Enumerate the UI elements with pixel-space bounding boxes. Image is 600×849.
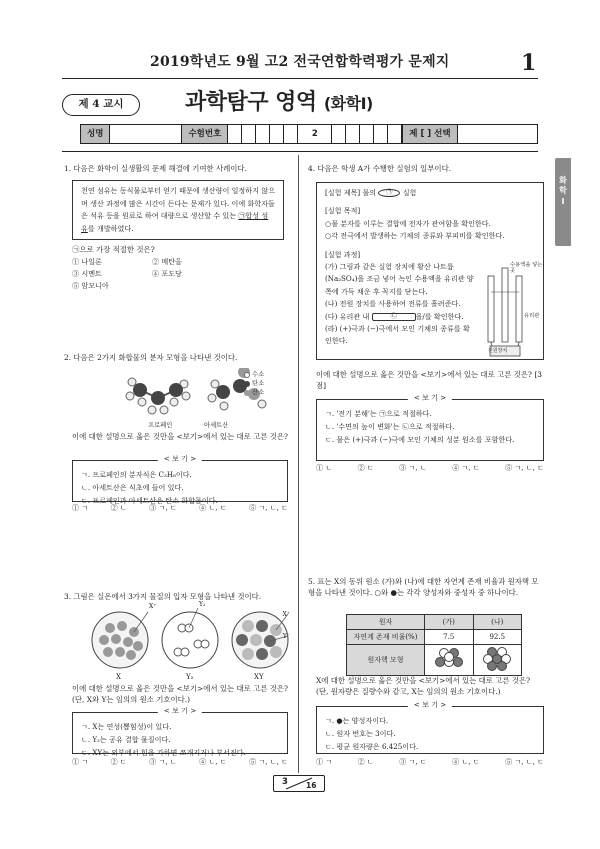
- q4-process-step: (라) (+)극과 (−)극에서 모인 기체의 종류를 확인한다.: [325, 324, 470, 346]
- q1-option[interactable]: ① 나일론: [72, 256, 102, 266]
- q2-choices: [72, 503, 288, 514]
- exam-no-cell[interactable]: [388, 125, 402, 143]
- choice[interactable]: ④ ㄴ, ㄷ: [452, 757, 480, 766]
- q5-table: [346, 614, 522, 676]
- bogi-label: < 보 기 >: [408, 701, 452, 710]
- nucleus-model-b: [473, 645, 522, 676]
- bogi-item: ㄱ. 프로페인의 분자식은 C₃H₈이다.: [81, 470, 192, 479]
- q4-process-label: [실험 과정]: [325, 249, 361, 259]
- q4-process-step: (나) 전원 장치를 사용하여 전류를 흘려준다.: [325, 299, 461, 309]
- q2-stem: 2. 다음은 2가지 화합물의 분자 모형을 나타낸 것이다.: [64, 353, 238, 362]
- table-row-label: 자연계 존재 비율(%): [347, 630, 425, 645]
- q4-purpose-item: ○물 분자를 이루는 결합에 전자가 관여함을 확인한다.: [325, 218, 491, 228]
- tab-char: 학: [559, 186, 567, 196]
- table-header: (가): [425, 615, 474, 630]
- page-current: 3: [282, 777, 288, 787]
- q1-option[interactable]: ③ 시멘트: [72, 268, 102, 278]
- exam-no-cell[interactable]: [228, 125, 242, 143]
- column-separator: [298, 155, 299, 773]
- exam-no-cell[interactable]: [346, 125, 360, 143]
- choice[interactable]: ④ ㄴ, ㄷ: [199, 503, 227, 512]
- q3-marker-yminus: Y⁻: [282, 633, 290, 640]
- exam-no-digit: 2: [298, 125, 332, 143]
- q5-stem: 5. 표는 X의 동위 원소 (가)와 (나)에 대한 자연계 존재 비율과 원자핵 모형을 나타낸 것이다. ○와 ●는 각각 양성자와 중성자 중 하나이다.: [308, 577, 539, 598]
- choice[interactable]: ① ㄱ: [72, 757, 89, 766]
- select-label: 제 [ ] 선택: [402, 125, 457, 143]
- q4-blank-1: ㉠: [378, 189, 400, 197]
- bogi-item: ㄴ. Y₂는 공유 결합 물질이다.: [81, 734, 171, 744]
- legend-label: 탄소: [252, 380, 265, 388]
- name-label: 성명: [81, 125, 110, 143]
- q1-stem: 1. 다음은 화학이 실생활의 문제 해결에 기여한 사례이다.: [64, 164, 247, 173]
- subject-sub: (화학Ⅰ): [323, 94, 373, 113]
- exam-no-cell[interactable]: [360, 125, 374, 143]
- q5-bogi-box: [316, 700, 544, 754]
- question-1: [64, 163, 288, 292]
- bogi-label: < 보 기 >: [158, 707, 202, 716]
- ionic-model: [232, 612, 288, 668]
- q4-title-label: [실험 제목] 물의: [325, 188, 377, 197]
- metal-model: [92, 612, 148, 668]
- q4-stem: 4. 다음은 학생 A가 수행한 실험의 일부이다.: [308, 164, 452, 173]
- q3-particle-models: [90, 604, 290, 670]
- bogi-label: < 보 기 >: [158, 455, 202, 464]
- q5-choices: [316, 757, 544, 768]
- choice[interactable]: ④ ㄴ, ㄷ: [199, 757, 227, 766]
- q4-title-line: [325, 187, 535, 199]
- choice[interactable]: ⑤ ㄱ, ㄴ, ㄷ: [505, 463, 544, 472]
- q3-label-x: X: [116, 673, 121, 681]
- choice[interactable]: ① ㄱ: [316, 757, 333, 766]
- q1-underlined: ㉠합성 섬유: [81, 211, 269, 233]
- tab-char: 화: [559, 176, 567, 185]
- q4-choices: [316, 463, 544, 474]
- q4-apparatus-label-power: 전원장치: [488, 348, 508, 354]
- subject-name: 과학탐구 영역: [185, 90, 317, 115]
- bogi-item: ㄷ. 평균 원자량은 6.425이다.: [325, 741, 419, 751]
- q3-choices: [72, 757, 288, 768]
- q4-process-step: (다) 유리관 내: [325, 311, 370, 321]
- exam-no-cell[interactable]: [256, 125, 270, 143]
- bogi-item: ㄷ. XY는 외부에서 힘을 가하면 쪼개지거나 부서진다.: [81, 747, 246, 757]
- exam-no-cell[interactable]: [284, 125, 298, 143]
- page-indicator: [273, 775, 325, 792]
- legend-label: 산소: [252, 389, 265, 397]
- q2-bogi-box: [72, 454, 288, 505]
- exam-title: 2019학년도 9월 고2 전국연합학력평가 문제지: [150, 54, 450, 70]
- info-rule: [62, 151, 538, 152]
- choice[interactable]: ⑤ ㄱ, ㄴ, ㄷ: [249, 757, 288, 766]
- q4-blank-2: ㉡: [372, 313, 416, 321]
- bogi-item: ㄴ. 아세트산은 식초에 들어 있다.: [81, 482, 184, 492]
- q1-option[interactable]: ⑤ 암모니아: [72, 280, 109, 290]
- choice[interactable]: ③ ㄱ, ㄷ: [149, 503, 177, 512]
- q3-marker-y2: Y₂: [199, 601, 206, 608]
- q1-option[interactable]: ④ 포도당: [152, 268, 182, 278]
- q4-apparatus: [478, 262, 540, 358]
- bogi-item: ㄴ. 원자 번호는 3이다.: [325, 728, 396, 738]
- choice[interactable]: ① ㄴ: [316, 463, 333, 472]
- legend-item: [244, 388, 264, 397]
- q4-purpose-item: ○각 전극에서 발생하는 기체의 종류와 부피비를 확인한다.: [325, 231, 505, 241]
- table-cell: 92.5: [473, 630, 522, 645]
- q1-passage: 천연 섬유는 동식물로부터 얻기 때문에 생산량이 일정하지 않으며 생산 과정에 많은 시간이 든다는 문제가 있다. 이에 화학자들은 석유 등을 원료로 하여 대량으로 생산할 수 있는: [81, 186, 275, 221]
- bogi-item: ㄱ. ●는 양성자이다.: [325, 716, 389, 725]
- subject-side-tab: [555, 158, 571, 246]
- choice[interactable]: ③ ㄱ, ㄷ: [399, 757, 427, 766]
- question-2: [64, 352, 288, 363]
- table-cell: 7.5: [425, 630, 474, 645]
- choice[interactable]: ③ ㄱ, ㄴ: [149, 757, 177, 766]
- table-header: (나): [473, 615, 522, 630]
- bogi-item: ㄷ. 프로페인과 아세트산은 탄소 화합물이다.: [81, 495, 218, 505]
- bogi-item: ㄱ. X는 연성(뽑힘성)이 있다.: [81, 722, 172, 731]
- q1-option[interactable]: ② 메탄올: [152, 256, 182, 266]
- q2-label-propane: 프로페인: [148, 422, 173, 429]
- legend-label: 수소: [252, 371, 265, 378]
- bogi-item: ㄱ. '전기 분해'는 ㉠으로 적절하다.: [325, 409, 432, 418]
- q4-apparatus-label-tube: 유리관: [524, 313, 540, 319]
- legend-item: [244, 379, 264, 388]
- diatomic-model: [162, 608, 218, 668]
- propane-model: [126, 378, 190, 414]
- choice[interactable]: ② ㄷ: [357, 463, 374, 472]
- select-field[interactable]: [458, 125, 537, 143]
- table-header: 원자: [347, 615, 425, 630]
- q4-title-after: 실험: [402, 188, 417, 197]
- subject-title: [185, 86, 373, 120]
- choice[interactable]: ③ ㄱ, ㄴ: [399, 463, 427, 472]
- choice[interactable]: ② ㄷ: [110, 757, 127, 766]
- bogi-item: ㄷ. 물은 (+)극과 (−)극에 모인 기체의 성분 원소를 포함한다.: [325, 434, 515, 444]
- choice[interactable]: ⑤ ㄱ, ㄴ, ㄷ: [505, 757, 544, 766]
- q3-label-y2: Y₂: [186, 673, 194, 681]
- q1-passage-box: [72, 180, 284, 240]
- q4-purpose-label: [실험 목적]: [325, 206, 361, 216]
- nucleus-model-a: [425, 645, 474, 676]
- exam-no-cell[interactable]: [270, 125, 284, 143]
- q1-passage-end: 를 개발하였다.: [87, 223, 134, 233]
- q5-question: X에 대한 설명으로 옳은 것만을 <보기>에서 있는 대로 고른 것은? (단, 원자량은 질량수와 같고, X는 임의의 원소 기호이다.): [316, 676, 531, 697]
- page-number: 1: [521, 50, 537, 76]
- choice[interactable]: ② ㄴ: [357, 757, 374, 766]
- q3-stem: 3. 그림은 실온에서 3가지 물질의 입자 모형을 나타낸 것이다.: [64, 592, 262, 601]
- choice[interactable]: ② ㄴ: [110, 503, 127, 512]
- exam-no-cell[interactable]: [332, 125, 346, 143]
- tab-char: Ⅰ: [561, 196, 565, 206]
- q3-bogi-box: [72, 706, 288, 757]
- q4-process-step: (가) 그림과 같은 실험 장치에 황산 나트륨(Na₂SO₄)을 조금 넣어 녹인 수용액을 유리관 양쪽에 가득 채운 후 꼭지를 닫는다.: [325, 262, 474, 296]
- q2-legend: [244, 370, 264, 397]
- name-field[interactable]: [110, 125, 182, 143]
- q3-question: 이에 대한 설명으로 옳은 것만을 <보기>에서 있는 대로 고른 것은? (단, X와 Y는 임의의 원소 기호이다.): [72, 684, 288, 705]
- legend-item: [244, 370, 264, 379]
- exam-no-cell[interactable]: [374, 125, 388, 143]
- period-badge: 제 4 교시: [62, 94, 140, 116]
- choice[interactable]: ⑤ ㄱ, ㄴ, ㄷ: [249, 503, 288, 512]
- q3-marker-xplus-ionic: X⁺: [282, 611, 290, 618]
- exam-no-cell[interactable]: [242, 125, 256, 143]
- choice[interactable]: ① ㄱ: [72, 503, 89, 512]
- choice[interactable]: ④ ㄱ, ㄷ: [452, 463, 480, 472]
- bogi-item: ㄴ. '수면의 높이 변화'는 ㉡으로 적절하다.: [325, 421, 455, 431]
- table-row-label: 원자핵 모형: [347, 645, 425, 676]
- q3-label-xy: XY: [254, 673, 264, 681]
- q1-question: ㉠으로 가장 적절한 것은?: [72, 245, 155, 255]
- q4-apparatus-label-top: 수용액을 넣는 곳: [510, 262, 543, 275]
- q3-marker-xplus: X⁺: [149, 603, 157, 610]
- q4-process-c-after: 을/를 확인한다.: [415, 311, 464, 321]
- q1-options: [64, 256, 288, 292]
- page-total: 16: [306, 781, 317, 790]
- q2-question: 이에 대한 설명으로 옳은 것만을 <보기>에서 있는 대로 고른 것은?: [72, 432, 288, 441]
- bogi-label: < 보 기 >: [408, 394, 452, 403]
- exam-no-label: 수험번호: [182, 125, 228, 143]
- info-bar: [80, 124, 538, 144]
- q2-label-acetic: 아세트산: [204, 422, 229, 429]
- header-rule: [62, 78, 538, 79]
- q4-question: 이에 대한 설명으로 옳은 것만을 <보기>에서 있는 대로 고른 것은? [3점]: [316, 370, 542, 391]
- q4-bogi-box: [316, 393, 544, 461]
